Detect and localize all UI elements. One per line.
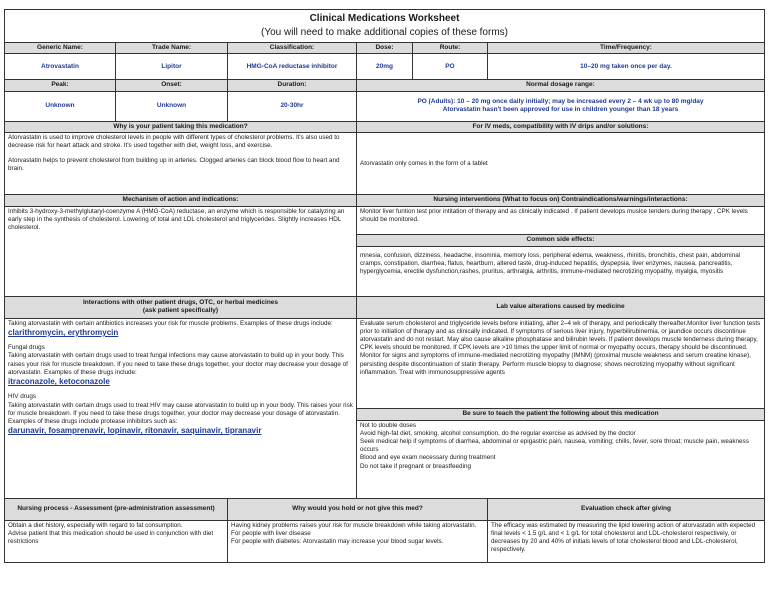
generic-name-value: Atrovastatin <box>5 54 116 80</box>
dosage-line-2: Atorvastatin hasn't been approved for use in children younger than 18 years <box>442 106 679 114</box>
nursing-side-effects-table <box>357 207 764 277</box>
side-effects-content: mnesia, confusion, dizziness, headache, insomnia, memory loss, peripheral edema, weakness, rhinitis, bronchitis, chest pain, abdominal cramps, constipation, diarrhea, flatus, heartburn, altered taste, drug-induced hepatitis, dyspepsia, liver enzymes, nausea, pancreatitis, hyperglycemia, erectile dysfunction,rashes, pruritus, arthralgia, arthritis, immune-mediated necrotizing myopathy, myalgia, myositis <box>360 251 741 276</box>
interactions-lab-content <box>5 318 765 498</box>
dose-value: 20mg <box>357 54 413 80</box>
mechanism-nursing-headers <box>5 195 765 206</box>
teach-row <box>357 420 764 472</box>
iv-content: Atorvastatin only comes in the form of a tablet <box>357 133 765 195</box>
mechanism-header: Mechanism of action and indications: <box>5 195 357 206</box>
onset-header: Onset: <box>116 80 228 91</box>
iv-header: For IV meds, compatibility with IV drips and/or solutions: <box>357 121 765 132</box>
duration-value: 20-30hr <box>228 91 357 121</box>
evaluation-content: The efficacy was estimated by measuring the lipid lowering action of atorvastatin with expected final levels < 1.5 g/L and < 1 g/L for total cholesterol and LDL-cholesterol respectively, or decreases by 20 and 40% of initials levels of total cholesterol blood and LDL-cholesterol, respectively. <box>488 520 765 562</box>
nursing-interventions-content: Monitor liver funtion test prior intitation of therapy and as clinically indicated . If patient develops muslce tenders during therapy , CPK levels should be monitored. <box>357 207 764 235</box>
evaluation-header: Evaluation check after giving <box>488 498 765 520</box>
duration-header: Duration: <box>228 80 357 91</box>
frequency-value: 10–20 mg taken once per day. <box>488 54 765 80</box>
teach-line: Blood and eye exam necessary during treatment <box>360 454 496 462</box>
teach-line: Not to double doses <box>360 421 417 429</box>
side-effects-header: Common side effects: <box>357 235 764 246</box>
hiv-drug-list: darunavir, fosamprenavir, lopinavir, ritonavir, saquinavir, tipranavir <box>8 426 262 436</box>
hold-text-3: For people with diabetes: Atorvastatin may increase your blood sugar levels. <box>231 538 444 546</box>
assessment-text-2: Advise patient that this medication should be used in conjunction with diet restrictions <box>8 529 214 546</box>
teach-header: Be sure to teach the patient the following about this medication <box>357 409 764 420</box>
row1-values <box>5 54 765 80</box>
row2-headers <box>5 80 765 91</box>
lab-row <box>357 319 764 409</box>
side-effects-header-row <box>357 235 764 246</box>
peak-value: Unknown <box>5 91 116 121</box>
nursing-interventions-header: Nursing interventions (What to focus on) Contraindications/warnings/interactions: <box>357 195 765 206</box>
nursing-interventions-row <box>357 207 764 235</box>
bottom-headers <box>5 498 765 520</box>
route-value: PO <box>413 54 488 80</box>
mechanism-content: Inhibits 3-hydroxy-3-methylglutaryl-coenzyme A (HMG-CoA) reductase, an enzyme which is responsible for catalyzing an early step in the synthesis of cholesterol. Lowering of total and LDL cholesterol and triglycerides. Slightly increases HDL cholesterol. <box>5 206 357 296</box>
generic-name-header: Generic Name: <box>5 43 116 54</box>
trade-name-value: Lipitor <box>116 54 228 80</box>
interactions-antibiotics-text: Taking atorvastatin with certain antibiotics increases your risk for muscle problems. Examples of these drugs include: <box>8 319 333 327</box>
why-header: Why is your patient taking this medication? <box>5 121 357 132</box>
frequency-header: Time/Frequency: <box>488 43 765 54</box>
interactions-lab-headers <box>5 296 765 318</box>
lab-header: Lab value alterations caused by medicine <box>357 296 765 318</box>
dosage-range-value <box>357 91 765 121</box>
teach-content <box>357 420 764 472</box>
fungal-drug-list: itraconazole, ketoconazole <box>8 377 110 386</box>
peak-header: Peak: <box>5 80 116 91</box>
row2-values <box>5 91 765 121</box>
fungal-drugs-title: Fungal drugs <box>8 344 45 352</box>
interactions-content <box>5 318 357 498</box>
assessment-text-1: Obtain a diet history, especially with regard to fat consumption. <box>8 521 183 529</box>
page-subtitle: (You will need to make additional copies of these forms) <box>261 26 508 38</box>
why-text-2: Atorvastatin helps to prevent cholesterol from building up in arteries. Clogged arteries can block blood flow to heart and brain. <box>8 156 340 172</box>
why-iv-content <box>5 133 765 195</box>
teach-line: Avoid high-fat diet, smoking, alcohol consumption, do the regular exercise as advised by the doctor <box>360 429 636 437</box>
worksheet-table <box>4 9 765 563</box>
trade-name-header: Trade Name: <box>116 43 228 54</box>
interactions-header-line-2: (ask patient specifically) <box>142 307 219 315</box>
title-cell <box>5 10 765 43</box>
why-iv-headers <box>5 121 765 132</box>
dosage-range-header: Normal dosage range: <box>357 80 765 91</box>
hold-text-2: For people with liver disease <box>231 529 311 537</box>
hold-header: Why would you hold or not give this med? <box>228 498 488 520</box>
classification-header: Classification: <box>228 43 357 54</box>
teach-line: Seek medical help if symptoms of diarrhea, abdominal or epigastric pain, nausea, vomiting; chills, fever, sore throat; muscle pain, weakness occurs <box>360 438 749 454</box>
dosage-line-1: PO (Adults): 10 – 20 mg once daily initially; may be increased every 2 – 4 wk up to 80 mg/day <box>417 97 704 105</box>
route-header: Route: <box>413 43 488 54</box>
bottom-content <box>5 520 765 562</box>
assessment-content <box>5 520 228 562</box>
hiv-drugs-text: Taking atorvastatin with certain drugs used to treat HIV may cause atorvastatin to build up in your body. This raises your risk for muscle breakdown. If you need to take these drugs together, your doctor may decrease your dosage of atorvastatin. Examples of these drugs include protease inhibitors such as: <box>8 401 353 425</box>
lab-teach-block <box>357 318 765 498</box>
nursing-side-effects-block <box>357 206 765 296</box>
mechanism-nursing-content <box>5 206 765 296</box>
hiv-drugs-title: HIV drugs <box>8 393 36 401</box>
hold-text-1: Having kidney problems raises your risk for muscle breakdown while taking atorvastatin. <box>231 521 477 529</box>
onset-value: Unknown <box>116 91 228 121</box>
antibiotic-drug-list: clarithromycin, erythromycin <box>8 327 119 337</box>
assessment-header: Nursing process - Assessment (pre-administration assessment) <box>5 498 228 520</box>
worksheet <box>4 9 764 563</box>
interactions-header-line-1: Interactions with other patient drugs, OTC, or herbal medicines <box>82 298 279 306</box>
interactions-header <box>5 296 357 318</box>
fungal-drugs-text: Taking atorvastatin with certain drugs used to treat fungal infections may cause atorvastatin to build up in your body. This raises your risk for muscle breakdown. If you need to take these drugs together, your doctor may decrease your dosage of atorvastatin. Examples of these drugs include: <box>8 352 348 376</box>
teach-line: Do not take if pregnant or breastfeeding <box>360 462 471 470</box>
dose-header: Dose: <box>357 43 413 54</box>
page-title: Clinical Medications Worksheet <box>309 13 460 24</box>
classification-value: HMG-CoA reductase inhibitor <box>228 54 357 80</box>
row1-headers <box>5 43 765 54</box>
why-content <box>5 133 357 195</box>
title-row <box>5 10 765 43</box>
lab-teach-table <box>357 319 764 472</box>
lab-content: Evaluate serum cholesterol and triglyceride levels before initiating, after 2–4 wk of therapy, and periodically thereafter.Monitor liver function tests prior to initiation of therapy and as clinically indicated. If symptoms of serious liver injury, hyperbilirubinemia, or jaundice occurs discontinue atorvastatin and do not restart. May also cause alkaline phosphatase and bilirubin levels. If patient develops muscle tenderness during therapy, CPK levels should be monitored. If CPK levels are >10 times the upper limit of normal or myopathy occurs, therapy should be discontinued. Monitor for signs and symptoms of immune-mediated necrotizing myopathy (IMNM) (proximal muscle weakness and serum creatine kinase), persisting despite discontinuation of statin therapy. Perform muscle biopsy to diagnose; shows necrotizing myopathy without significant inflammation. Treat with immunosuppressive agents <box>357 319 764 409</box>
teach-header-row <box>357 409 764 420</box>
hold-content <box>228 520 488 562</box>
why-text-1: Atorvastatin is used to improve cholesterol levels in people with different types of cholesterol problems. It's also used to decrease risk for heart attack and stroke. It's used together with diet, weight loss, and exercise. <box>8 134 340 150</box>
side-effects-row <box>357 246 764 277</box>
